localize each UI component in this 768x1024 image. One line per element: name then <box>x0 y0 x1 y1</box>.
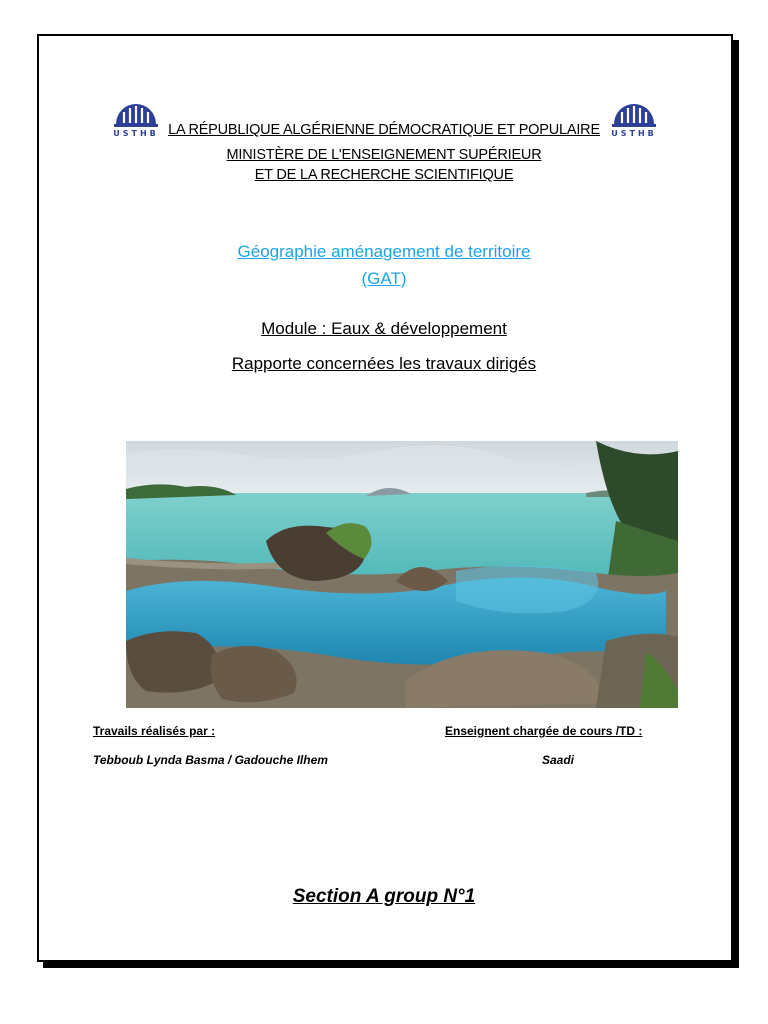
cover-photo <box>126 441 678 708</box>
teacher-label: Enseignent chargée de cours /TD : <box>445 724 643 738</box>
document-title: Géographie aménagement de territoire <box>237 242 531 261</box>
authors-names: Tebboub Lynda Basma / Gadouche Ilhem <box>93 753 328 767</box>
module-name: Module : Eaux & développement <box>261 319 507 338</box>
pool-seascape-image <box>126 441 678 708</box>
header-research: ET DE LA RECHERCHE SCIENTIFIQUE <box>254 167 514 183</box>
logo-text: USTHB <box>611 129 657 138</box>
authors-label: Travails réalisés par : <box>93 724 216 738</box>
teacher-name: Saadi <box>542 753 575 767</box>
document-title-abbrev: (GAT) <box>361 269 407 288</box>
header-republic: LA RÉPUBLIQUE ALGÉRIENNE DÉMOCRATIQUE ET POPULAIRE <box>168 122 600 138</box>
header-ministry: MINISTÈRE DE L'ENSEIGNEMENT SUPÉRIEUR <box>226 147 542 163</box>
report-subject: Rapporte concernées les travaux dirigés <box>231 354 537 373</box>
section-group: Section A group N°1 <box>292 886 476 907</box>
logo-text: USTHB <box>113 129 159 138</box>
